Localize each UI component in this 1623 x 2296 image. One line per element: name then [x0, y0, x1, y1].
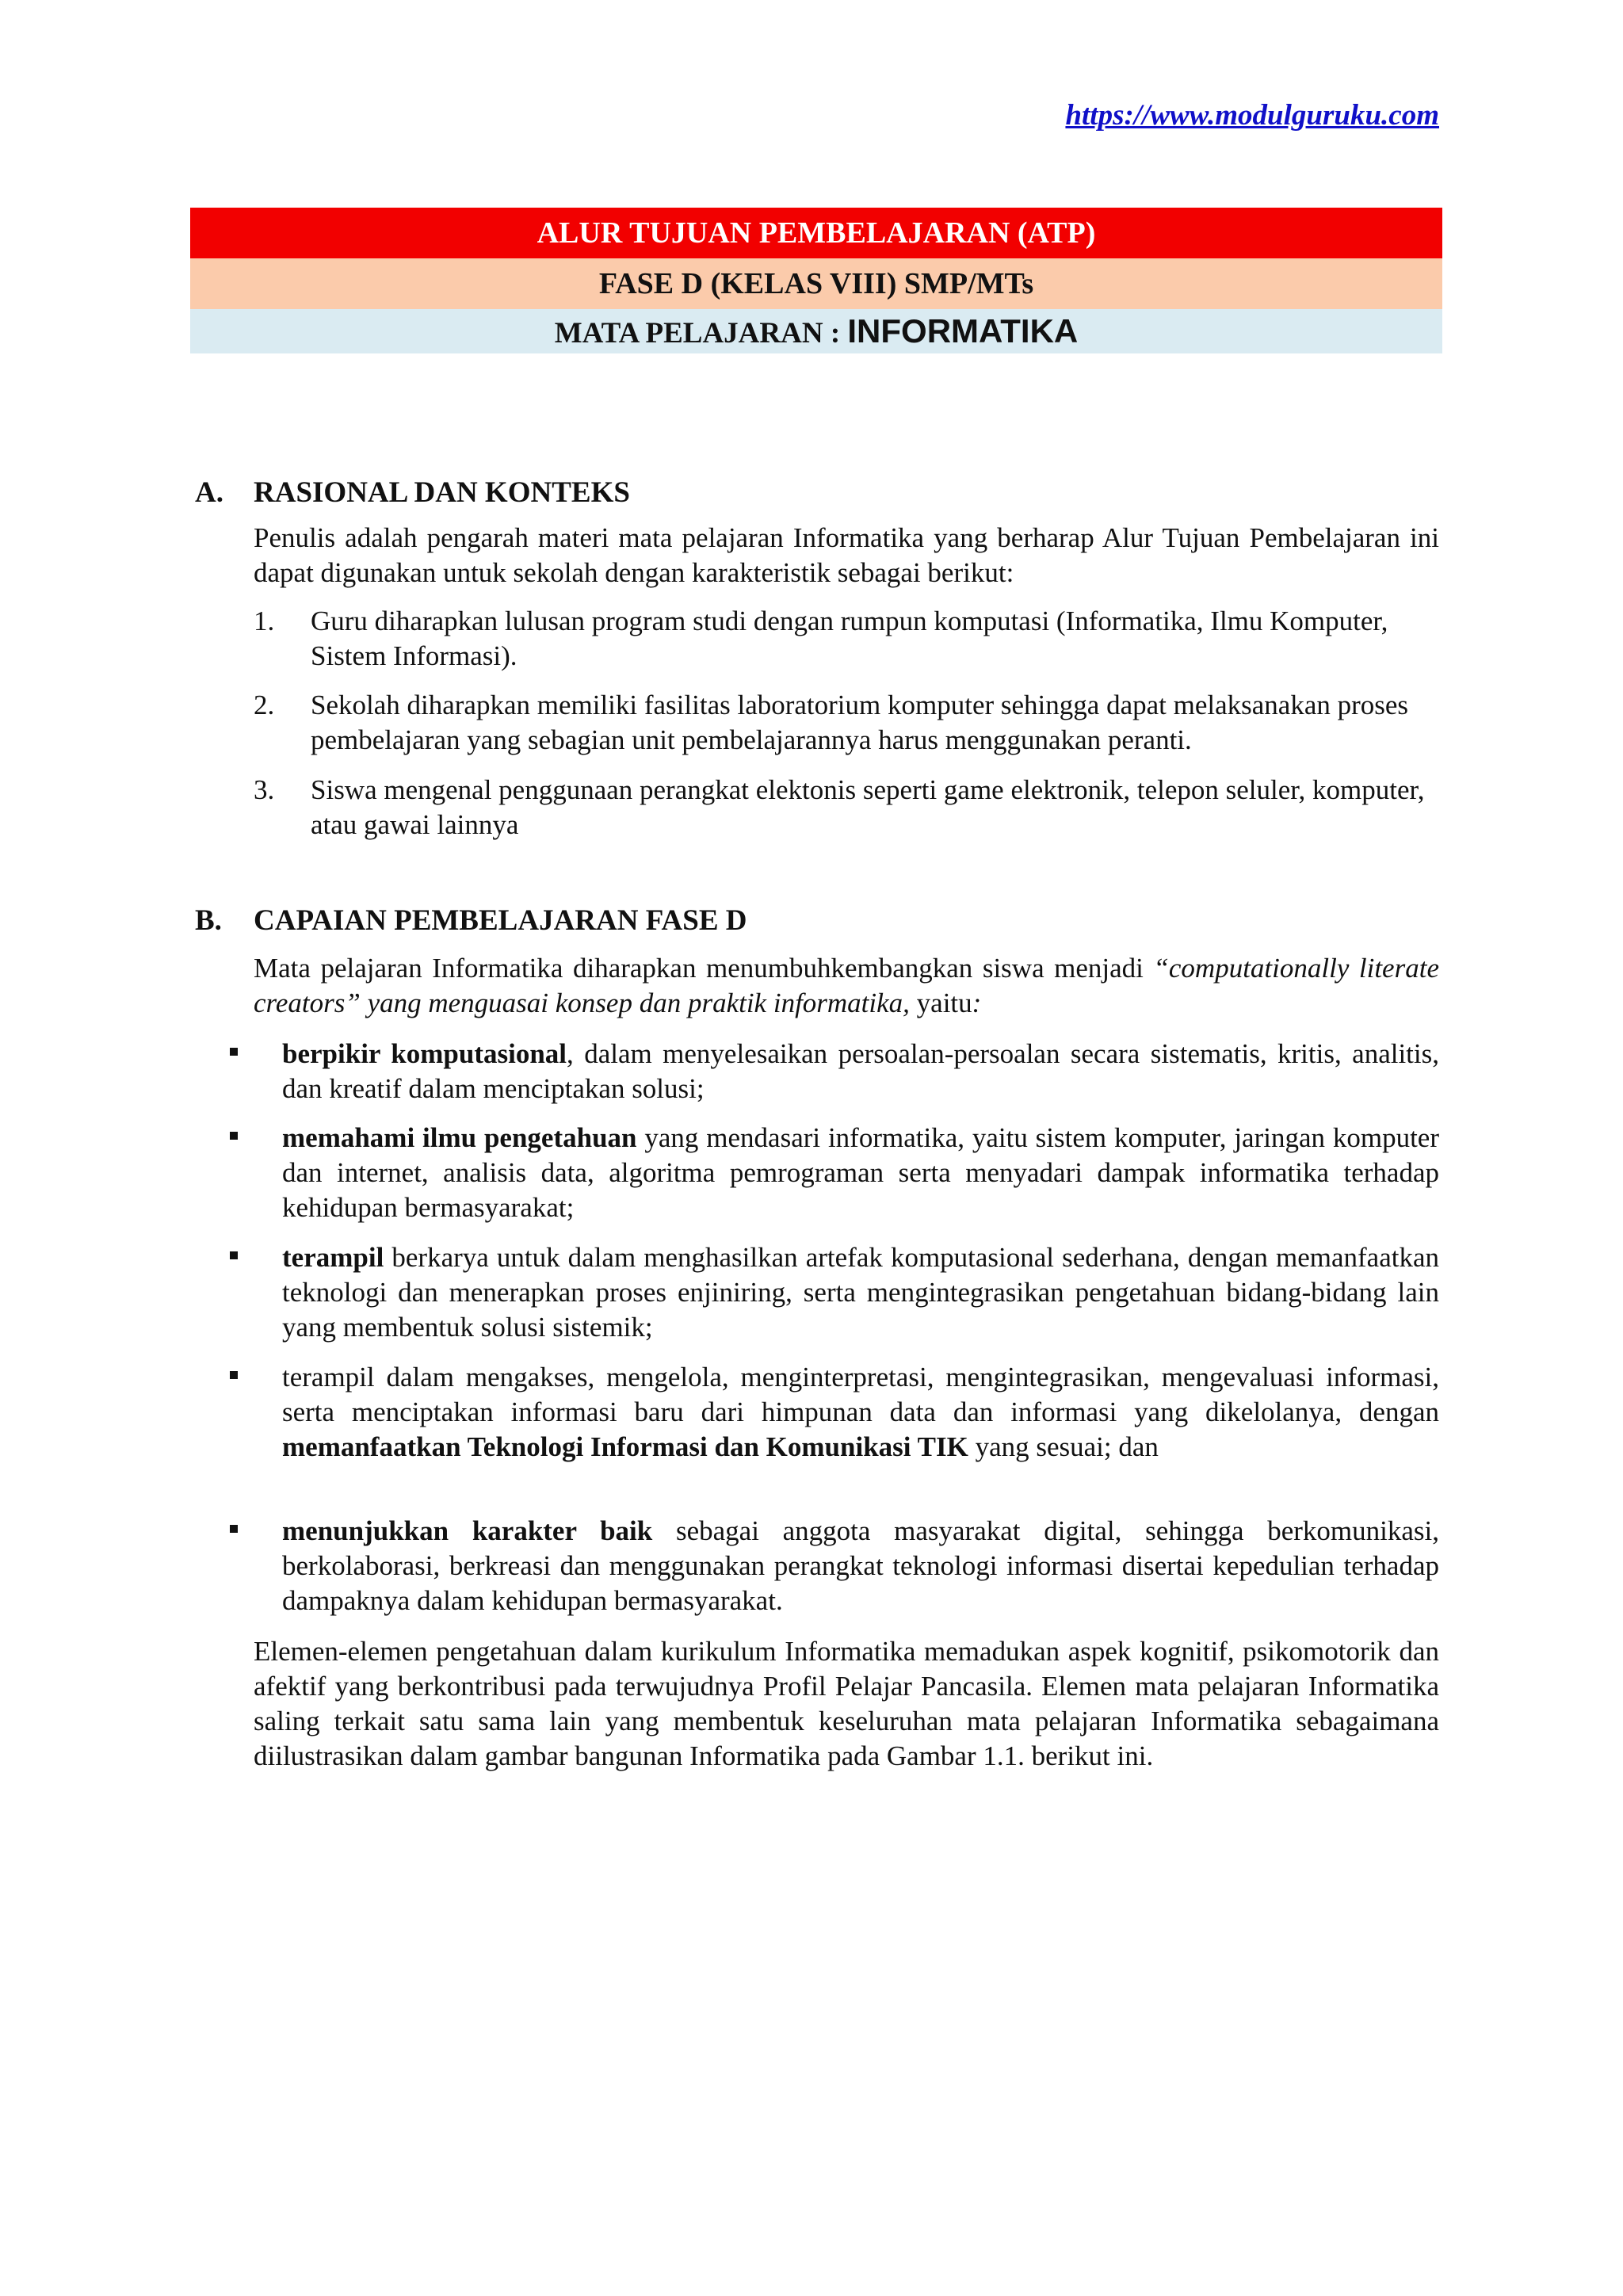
list-item-text: Sekolah diharapkan memiliki fasilitas laboratorium komputer sehingga dapat melaksanakan proses pembelajaran yang sebagian unit pembelajarannya harus menggunakan peranti.	[311, 690, 1409, 755]
banner-subject	[190, 309, 1442, 353]
bullet-bold-text: memanfaatkan Teknologi Informasi dan Komunikasi TIK	[282, 1431, 968, 1462]
bullet-text: yang mendasari informatika, yaitu sistem komputer, jaringan komputer dan internet, analisis data, algoritma pemrograman serta menyadari dampak informatika terhadap kehidupan bermasyarakat;	[282, 1122, 1439, 1223]
subject-label: MATA PELAJARAN :	[554, 317, 848, 350]
section-b-intro-text: Mata pelajaran Informatika diharapkan menumbuhkembangkan siswa menjadi	[254, 953, 1154, 984]
bullet-bold-text: menunjukkan karakter baik	[282, 1515, 653, 1546]
bullet-item	[230, 1037, 1439, 1106]
list-item-text: Siswa mengenal penggunaan perangkat elektonis seperti game elektronik, telepon seluler, komputer, atau gawai lainnya	[311, 774, 1425, 840]
list-item	[254, 773, 1439, 842]
list-item-number: 1.	[254, 606, 275, 636]
list-item-number: 3.	[254, 774, 275, 805]
bullet-square-icon	[230, 1251, 238, 1259]
section-a-title: RASIONAL DAN KONTEKS	[254, 476, 630, 509]
banner-title: ALUR TUJUAN PEMBELAJARAN (ATP)	[190, 208, 1442, 258]
bullet-bold-text: terampil	[282, 1242, 384, 1273]
bullet-item	[230, 1121, 1439, 1225]
bullet-text: , dalam menyelesaikan persoalan-persoalan secara sistematis, kritis, analitis, dan kreatif dalam menciptakan solusi;	[282, 1038, 1439, 1104]
bullet-item	[230, 1360, 1439, 1465]
list-item	[254, 604, 1439, 674]
subject-name: INFORMATIKA	[847, 312, 1079, 350]
bullet-square-icon	[230, 1048, 238, 1056]
bullet-bold-text: memahami ilmu pengetahuan	[282, 1122, 637, 1153]
section-b-intro-colon: :	[972, 988, 982, 1018]
list-item	[254, 688, 1439, 758]
list-item-number: 2.	[254, 690, 275, 720]
bullet-text: sebagai anggota masyarakat digital, sehingga berkomunikasi, berkolaborasi, berkreasi dan menggunakan perangkat teknologi informasi disertai kepedulian terhadap dampaknya dalam kehidupan bermasyarakat.	[282, 1515, 1439, 1616]
section-b-title: CAPAIAN PEMBELAJARAN FASE D	[254, 904, 747, 937]
section-a-letter: A.	[195, 476, 223, 509]
header-url-link[interactable]: https://www.modulguruku.com	[1065, 99, 1439, 132]
bullet-bold-text: berpikir komputasional	[282, 1038, 567, 1069]
section-b-closing: Elemen-elemen pengetahuan dalam kurikulum Informatika memadukan aspek kognitif, psikomotorik dan afektif yang berkontribusi pada terwujudnya Profil Pelajar Pancasila. Elemen mata pelajaran Informatika saling terkait satu sama lain yang membentuk keseluruhan mata pelajaran Informatika sebagaimana diilustrasikan dalam gambar bangunan Informatika pada Gambar 1.1. berikut ini.	[254, 1636, 1439, 1771]
section-a-heading	[195, 476, 630, 510]
banner-phase: FASE D (KELAS VIII) SMP/MTs	[190, 258, 1442, 309]
section-b-intro	[254, 951, 1439, 1021]
bullet-text: terampil dalam mengakses, mengelola, menginterpretasi, mengintegrasikan, mengevaluasi informasi, serta menciptakan informasi baru dari himpunan data dan informasi yang dikelolanya, dengan	[282, 1362, 1439, 1427]
section-b-intro-tail: yaitu	[909, 988, 972, 1018]
bullet-item	[230, 1514, 1439, 1618]
bullet-square-icon	[230, 1371, 238, 1379]
bullet-square-icon	[230, 1132, 238, 1140]
bullet-square-icon	[230, 1525, 238, 1533]
section-b-heading	[195, 904, 747, 938]
section-b-letter: B.	[195, 904, 222, 937]
bullet-text-tail: yang sesuai; dan	[968, 1431, 1159, 1462]
bullet-item	[230, 1240, 1439, 1345]
list-item-text: Guru diharapkan lulusan program studi dengan rumpun komputasi (Informatika, Ilmu Komputer, Sistem Informasi).	[311, 606, 1388, 671]
bullet-text: berkarya untuk dalam menghasilkan artefak komputasional sederhana, dengan memanfaatkan teknologi dan menerapkan proses enjiniring, serta mengintegrasikan pengetahuan bidang-bidang lain yang membentuk solusi sistemik;	[282, 1242, 1439, 1343]
section-a-intro: Penulis adalah pengarah materi mata pelajaran Informatika yang berharap Alur Tujuan Pembelajaran ini dapat digunakan untuk sekolah dengan karakteristik sebagai berikut:	[254, 522, 1439, 588]
section-b-intro-italic: “computationally literate creators” yang menguasai konsep dan praktik informatika,	[254, 953, 1439, 1018]
